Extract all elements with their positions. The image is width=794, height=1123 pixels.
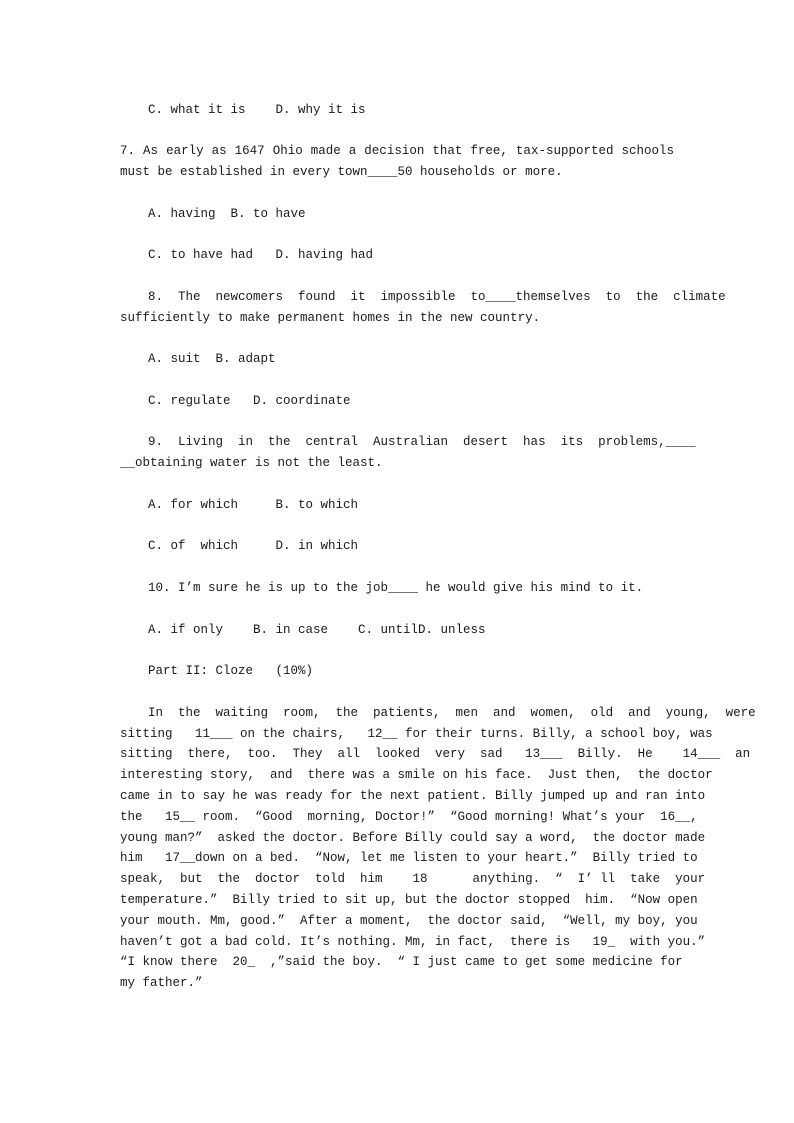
question-9-stem-line-1: 9. Living in the central Australian desert has its problems,____	[148, 435, 696, 449]
cloze-passage-line: young man?” asked the doctor. Before Billy could say a word, the doctor made	[120, 831, 706, 845]
section-heading-cloze: Part II: Cloze (10%)	[148, 664, 314, 678]
cloze-passage-line: interesting story, and there was a smile on his face. Just then, the doctor	[120, 768, 713, 782]
cloze-passage-line: him 17__down on a bed. “Now, let me listen to your heart.” Billy tried to	[120, 851, 698, 865]
cloze-passage-line: your mouth. Mm, good.” After a moment, the doctor said, “Well, my boy, you	[120, 914, 698, 928]
question-7-stem-line-2: must be established in every town____50 households or more.	[120, 165, 563, 179]
question-8-stem-line-1: 8. The newcomers found it impossible to____themselves to the climate	[148, 290, 726, 304]
cloze-passage-line: came in to say he was ready for the next patient. Billy jumped up and ran into	[120, 789, 706, 803]
question-10-stem: 10. I’m sure he is up to the job____ he would give his mind to it.	[148, 581, 644, 595]
question-9-options-cd: C. of which D. in which	[148, 539, 359, 553]
question-6-options-cd: C. what it is D. why it is	[148, 103, 366, 117]
cloze-passage-line: sitting there, too. They all looked very sad 13___ Billy. He 14___ an	[120, 747, 751, 761]
question-10-options: A. if only B. in case C. untilD. unless	[148, 623, 486, 637]
cloze-passage-line: my father.”	[120, 976, 203, 990]
question-9-stem-line-2: __obtaining water is not the least.	[120, 456, 383, 470]
cloze-passage-line: the 15__ room. “Good morning, Doctor!” “Good morning! What’s your 16__,	[120, 810, 698, 824]
cloze-passage-line: temperature.” Billy tried to sit up, but the doctor stopped him. “Now open	[120, 893, 698, 907]
question-8-options-cd: C. regulate D. coordinate	[148, 394, 351, 408]
cloze-passage-line: “I know there 20_ ,”said the boy. “ I just came to get some medicine for	[120, 955, 683, 969]
question-7-stem-line-1: 7. As early as 1647 Ohio made a decision that free, tax-supported schools	[120, 144, 674, 158]
question-8-options-ab: A. suit B. adapt	[148, 352, 276, 366]
question-7-options-cd: C. to have had D. having had	[148, 248, 374, 262]
question-8-stem-line-2: sufficiently to make permanent homes in the new country.	[120, 311, 541, 325]
cloze-passage-line: haven’t got a bad cold. It’s nothing. Mm, in fact, there is 19_ with you.”	[120, 935, 706, 949]
cloze-passage-line: speak, but the doctor told him 18 anything. “ I’ ll take your	[120, 872, 706, 886]
question-7-options-ab: A. having B. to have	[148, 207, 306, 221]
cloze-passage-line: In the waiting room, the patients, men and women, old and young, were	[148, 706, 756, 720]
cloze-passage-line: sitting 11___ on the chairs, 12__ for their turns. Billy, a school boy, was	[120, 727, 713, 741]
question-9-options-ab: A. for which B. to which	[148, 498, 359, 512]
